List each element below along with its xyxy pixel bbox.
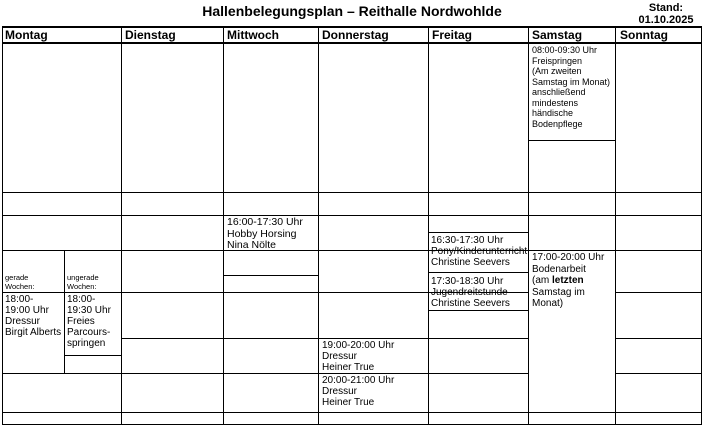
day-header-mittwoch: Mittwoch <box>227 28 279 42</box>
page-title: Hallenbelegungsplan – Reithalle Nordwohlde <box>202 3 502 19</box>
day-header-sonntag: Sonntag <box>620 28 668 42</box>
day-header-montag: Montag <box>5 28 48 42</box>
day-header-donnerstag: Donnerstag <box>322 28 389 42</box>
day-header-dienstag: Dienstag <box>125 28 176 42</box>
day-header-freitag: Freitag <box>432 28 473 42</box>
stand-date: 01.10.2025 <box>638 14 694 26</box>
day-header-samstag: Samstag <box>532 28 583 42</box>
donnerstag-entry-2: 20:00-21:00 Uhr Dressur Heiner True <box>322 375 395 408</box>
montag-gerade-label: gerade Wochen: <box>5 273 35 291</box>
montag-ungerade-entry: 18:00- 19:30 Uhr Freies Parcours- springen <box>67 294 111 349</box>
freitag-entry-1: 16:30-17:30 Uhr Pony/Kinderunterricht Christine Seevers <box>431 235 528 268</box>
donnerstag-entry-1: 19:00-20:00 Uhr Dressur Heiner True <box>322 340 395 373</box>
samstag-entry-1: 08:00-09:30 Uhr Freispringen (Am zweiten Samstag im Monat) anschließend mindestens händische Bodenpflege <box>532 45 611 129</box>
stand-label: Stand: <box>648 2 684 14</box>
samstag-entry-2: 17:00-20:00 Uhr Bodenarbeit (am letzten Samstag im Monat) <box>532 252 605 309</box>
mittwoch-entry: 16:00-17:30 Uhr Hobby Horsing Nina Nölte <box>227 216 303 251</box>
freitag-entry-2: 17:30-18:30 Uhr Jugendreitstunde Christine Seevers <box>431 276 510 309</box>
montag-ungerade-label: ungerade Wochen: <box>67 273 99 291</box>
montag-gerade-entry: 18:00- 19:00 Uhr Dressur Birgit Alberts <box>5 294 62 338</box>
